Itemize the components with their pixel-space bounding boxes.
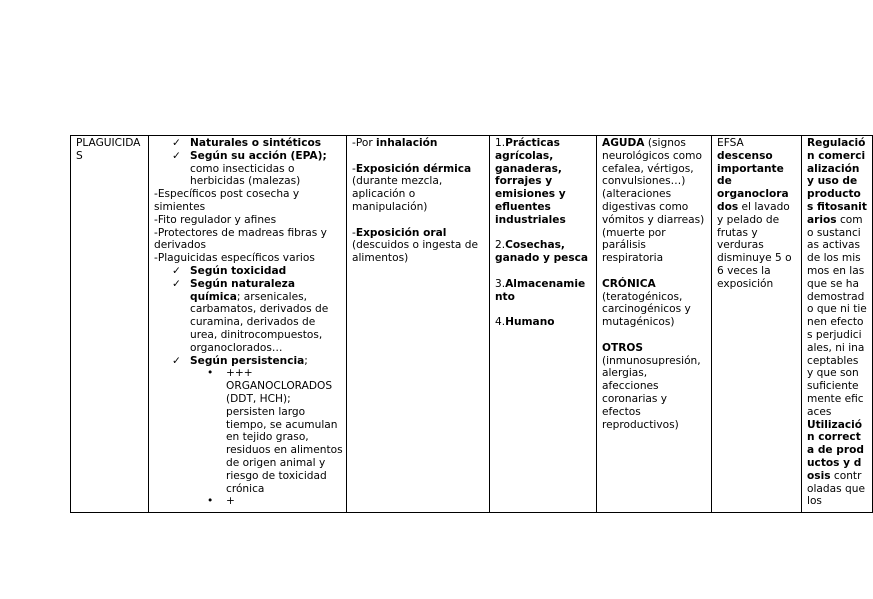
check-icon: ✓ xyxy=(172,137,181,149)
check-list-top xyxy=(154,137,343,188)
category-label: PLAGUICIDAS xyxy=(76,137,141,162)
check-item: ✓ Naturales o sintéticos xyxy=(172,137,322,149)
check-item: ✓ Según toxicidad xyxy=(172,264,287,277)
check-item: ✓ Según naturaleza química; arsenicales, carbamatos, derivados de curamina, derivados de urea, dinitrocompuestos, organoclorados… xyxy=(172,277,329,354)
source-item: 2.Cosechas, ganado y pesca xyxy=(495,239,589,265)
table-row xyxy=(71,136,873,513)
spacer xyxy=(495,227,591,240)
regulation-cell xyxy=(802,136,873,513)
exposure-inhalation: -Por inhalación xyxy=(352,137,438,149)
sources-cell xyxy=(490,136,597,513)
check-item: ✓ Según su acción (EPA); como insecticidas o herbicidas (malezas) xyxy=(172,149,327,188)
usage-text: Utilización correcta de productos y dosis controladas que los xyxy=(807,418,865,508)
exposure-cell xyxy=(347,136,490,513)
spacer xyxy=(352,214,484,227)
bullet-icon: • xyxy=(207,367,214,380)
exposure-oral: -Exposición oral (descuidos o ingesta de alimentos) xyxy=(352,226,478,265)
check-list-bottom xyxy=(154,265,343,367)
spacer xyxy=(602,265,706,278)
classification-cell xyxy=(149,136,347,513)
check-item: ✓ Según persistencia; xyxy=(172,354,308,367)
toxicity-other: OTROS (inmunosupresión, alergias, afecciones coronarias y efectos reproductivos) xyxy=(602,341,701,431)
source-item: 1.Prácticas agrícolas, ganaderas, forrajes y emisiones y efluentes industriales xyxy=(495,137,566,226)
source-item: 3.Almacenamiento xyxy=(495,277,586,303)
spacer xyxy=(352,150,484,163)
spacer xyxy=(495,303,591,316)
check-icon: ✓ xyxy=(172,277,181,290)
plain-line: -Fito regulador y afines xyxy=(154,213,277,226)
bullet-list xyxy=(154,367,343,508)
check-icon: ✓ xyxy=(172,264,181,277)
category-cell xyxy=(71,136,149,513)
source-item: 4.Humano xyxy=(495,316,555,329)
plain-line: -Específicos post cosecha y simientes xyxy=(154,188,300,213)
document-table-container xyxy=(70,135,867,513)
plain-line: -Plaguicidas específicos varios xyxy=(154,252,315,265)
bullet-icon: • xyxy=(207,495,214,508)
efsa-text: EFSA descenso importante de organoclorados el lavado y pelado de frutas y verduras disminuye 5 o 6 veces la exposición xyxy=(717,137,792,290)
toxicity-chronic: CRÓNICA (teratogénicos, carcinogénicos y mutagénicos) xyxy=(602,277,691,329)
bullet-item: • + xyxy=(207,495,235,508)
spacer xyxy=(495,265,591,278)
toxicity-acute: AGUDA (signos neurológicos como cefalea, vértigos, convulsiones…)(alteraciones digestivas como vómitos y diarreas)(muerte por parálisis respiratoria xyxy=(602,137,705,265)
bullet-item: • +++ ORGANOCLORADOS (DDT, HCH); persisten largo tiempo, se acumulan en tejido graso, residuos en alimentos de origen animal y riesgo de toxicidad crónica xyxy=(207,367,343,495)
check-icon: ✓ xyxy=(172,149,181,162)
efsa-cell xyxy=(712,136,802,513)
plain-line: -Protectores de madreas fibras y derivados xyxy=(154,226,327,252)
spacer xyxy=(602,329,706,342)
pesticides-table xyxy=(70,135,873,513)
regulation-text: Regulación comercialización y uso de productos fitosanitarios como sustancias activas de los mismos en las que se ha demostrado que ni tienen efectos perjudiciales, ni inaceptables y que son suficientemente eficaces xyxy=(807,137,867,418)
exposure-dermal: -Exposición dérmica (durante mezcla, aplicación o manipulación) xyxy=(352,162,472,213)
check-icon: ✓ xyxy=(172,354,181,367)
toxicity-cell xyxy=(597,136,712,513)
